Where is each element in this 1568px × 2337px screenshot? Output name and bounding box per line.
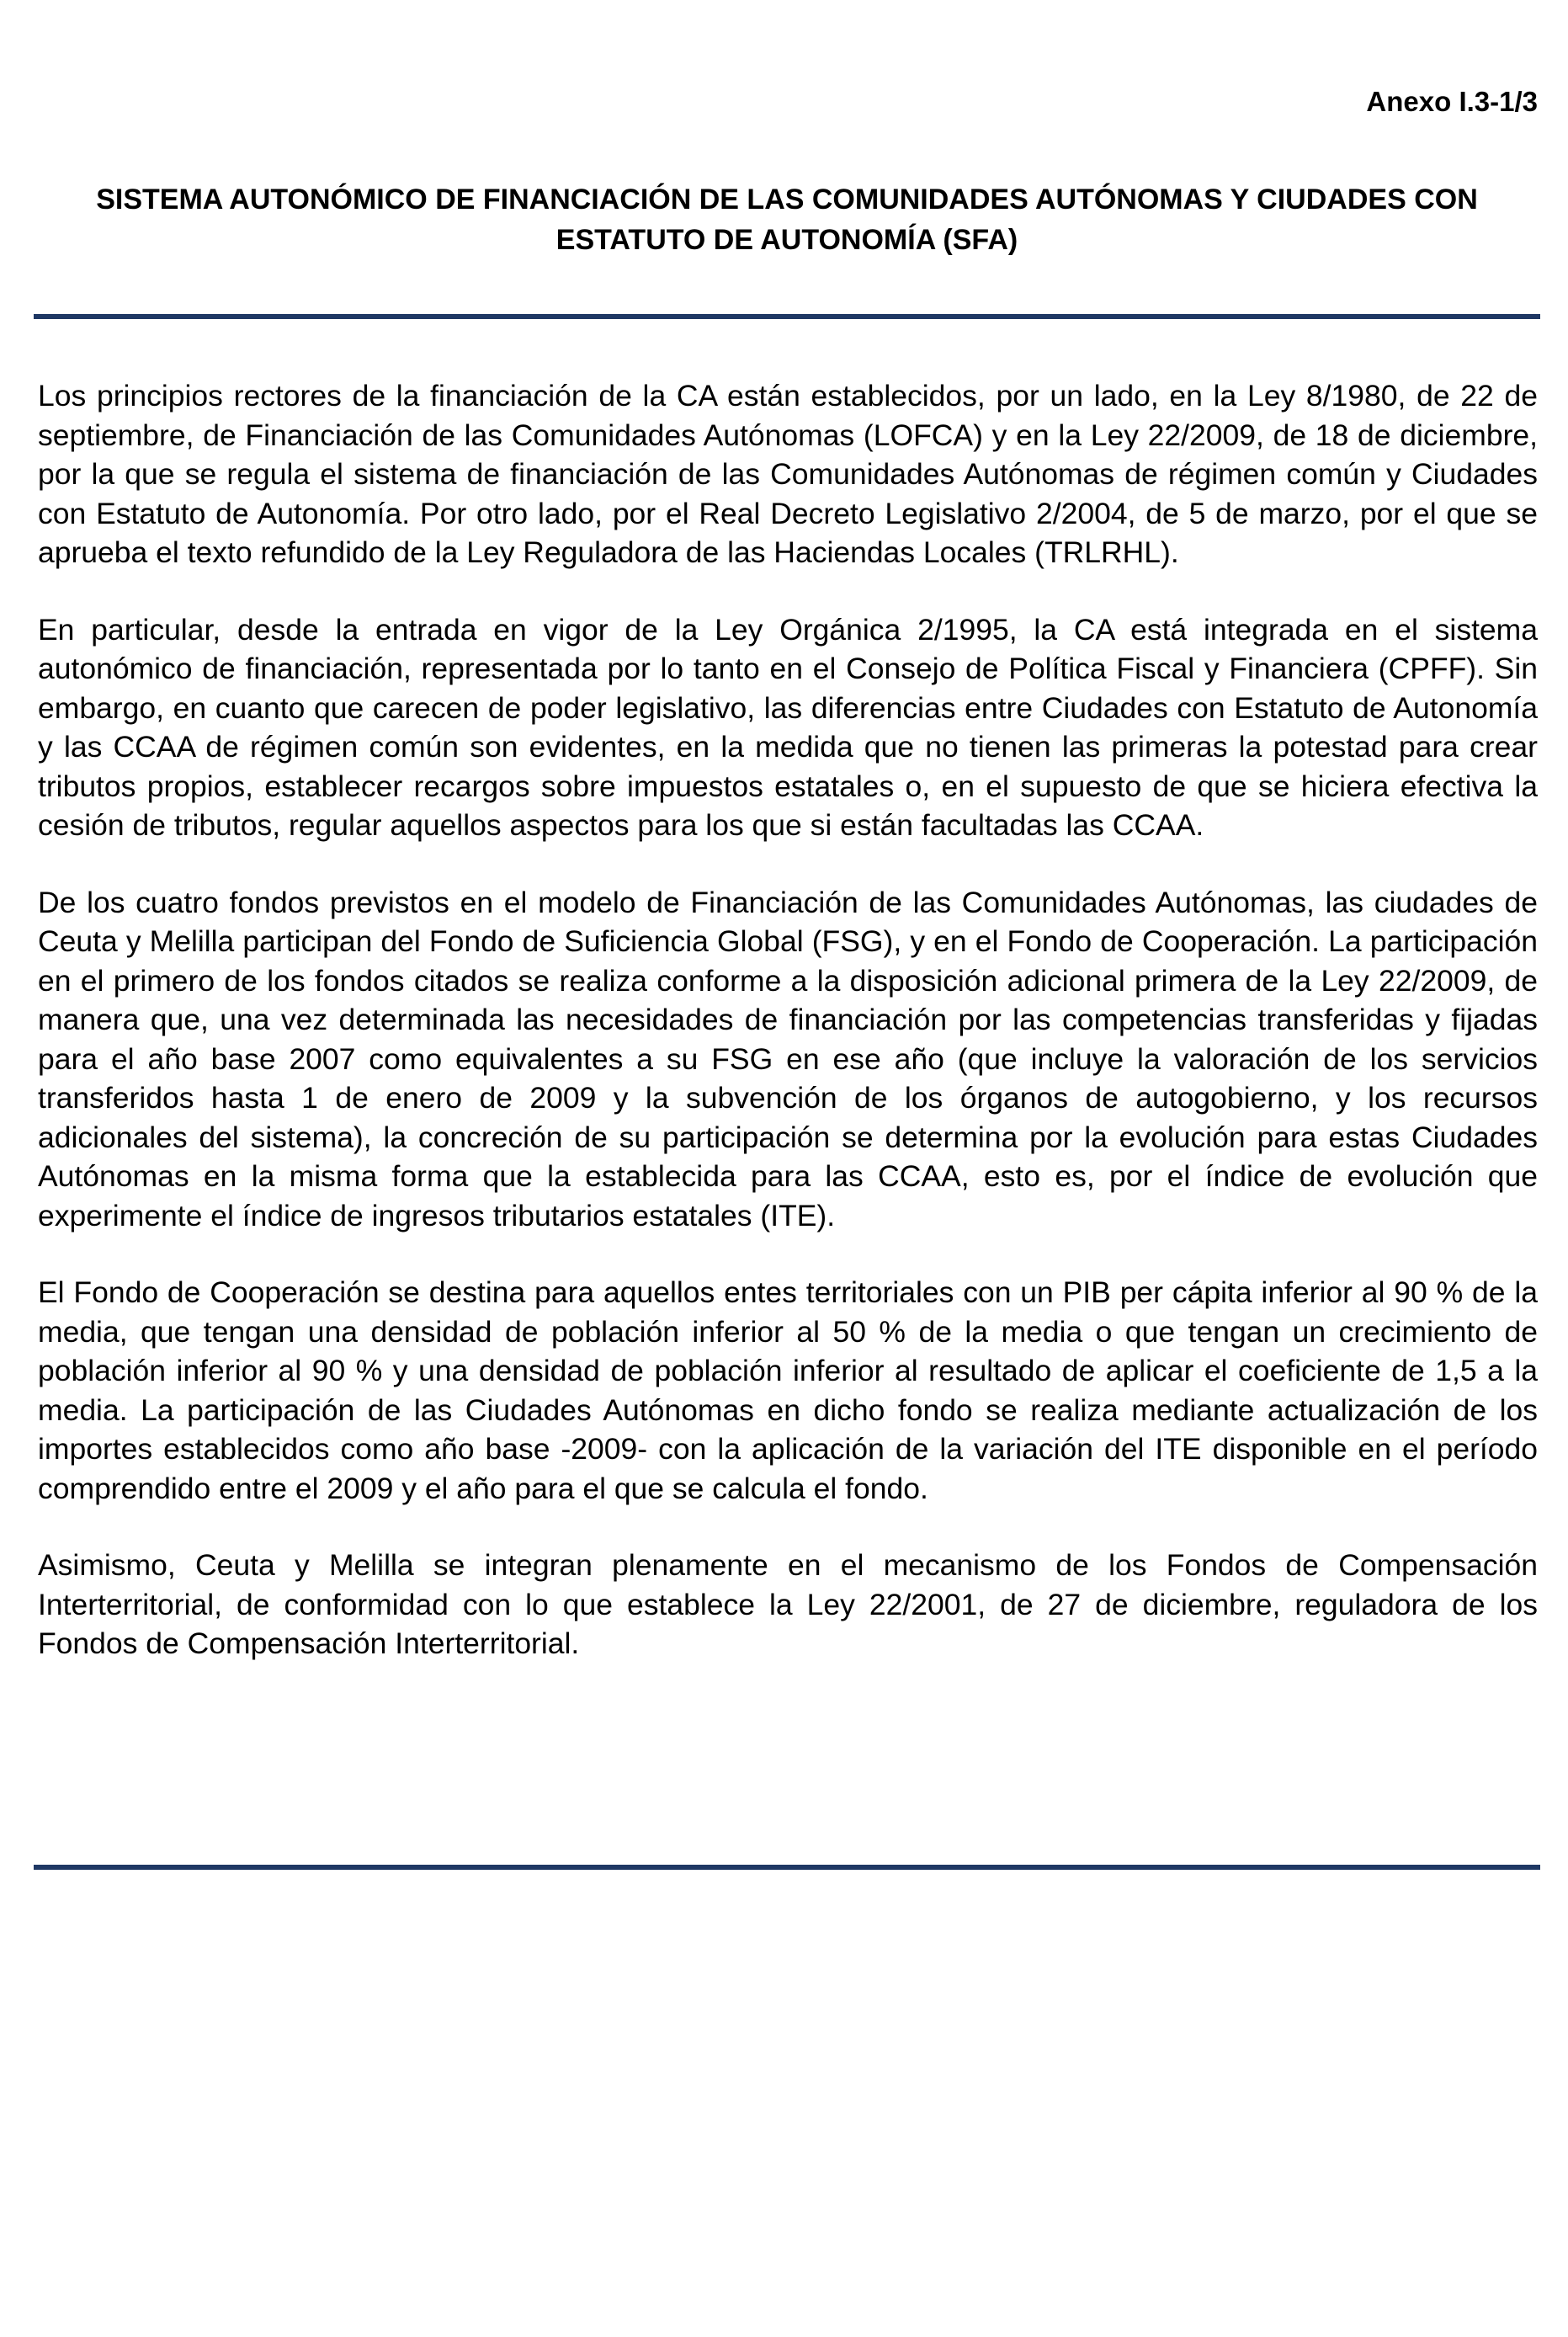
paragraph-legal-framework: Los principios rectores de la financiación de la CA están establecidos, por un lado, en la Ley 8/1980, de 22 de septiembre, de Financiación de las Comunidades Autónomas (LOFCA) y en la Ley 22/2009, de 18 de diciembre, por la que se regula el sistema de financiación de las Comunidades Autónomas de régimen común y Ciudades con Estatuto de Autonomía. Por otro lado, por el Real Decreto Legislativo 2/2004, de 5 de marzo, por el que se aprueba el texto refundido de la Ley Reguladora de las Haciendas Locales (TRLRHL). [38,379,1538,569]
document-title: SISTEMA AUTONÓMICO DE FINANCIACIÓN DE LAS COMUNIDADES AUTÓNOMAS Y CIUDADES CON ESTATUTO DE AUTONOMÍA (SFA) [96,184,1478,256]
document-body [38,376,1538,1701]
annex-label: Anexo I.3-1/3 [1366,86,1538,117]
bottom-divider [34,1865,1540,1870]
paragraph-cooperation-fund: El Fondo de Cooperación se destina para aquellos entes territoriales con un PIB per cápita inferior al 90 % de la media, que tengan una densidad de población inferior al 50 % de la media o que tengan un crecimiento de población inferior al 90 % y una densidad de población inferior al resultado de aplicar el coeficiente de 1,5 a la media. La participación de las Ciudades Autónomas en dicho fondo se realiza mediante actualización de los importes establecidos como año base -2009- con la aplicación de la variación del ITE disponible en el período comprendido entre el 2009 y el año para el que se calcula el fondo. [38,1275,1538,1505]
top-divider [34,314,1540,319]
paragraph-funds: De los cuatro fondos previstos en el modelo de Financiación de las Comunidades Autónomas, las ciudades de Ceuta y Melilla participan del Fondo de Suficiencia Global (FSG), y en el Fondo de Cooperación. La participación en el primero de los fondos citados se realiza conforme a la disposición adicional primera de la Ley 22/2009, de manera que, una vez determinada las necesidades de financiación por las competencias transferidas y fijadas para el año base 2007 como equivalentes a su FSG en ese año (que incluye la valoración de los servicios transferidos hasta 1 de enero de 2009 y la subvención de los órganos de autogobierno, y los recursos adicionales del sistema), la concreción de su participación se determina por la evolución para estas Ciudades Autónomas en la misma forma que la establecida para las CCAA, esto es, por el índice de evolución que experimente el índice de ingresos tributarios estatales (ITE). [38,885,1538,1232]
paragraph-compensation-funds: Asimismo, Ceuta y Melilla se integran plenamente en el mecanismo de los Fondos de Compensación Interterritorial, de conformidad con lo que establece la Ley 22/2001, de 27 de diciembre, reguladora de los Fondos de Compensación Interterritorial. [38,1548,1538,1660]
paragraph-integration: En particular, desde la entrada en vigor de la Ley Orgánica 2/1995, la CA está integrada en el sistema autonómico de financiación, representada por lo tanto en el Consejo de Política Fiscal y Financiera (CPFF). Sin embargo, en cuanto que carecen de poder legislativo, las diferencias entre Ciudades con Estatuto de Autonomía y las CCAA de régimen común son evidentes, en la medida que no tienen las primeras la potestad para crear tributos propios, establecer recargos sobre impuestos estatales o, en el supuesto de que se hiciera efectiva la cesión de tributos, regular aquellos aspectos para los que si están facultadas las CCAA. [38,612,1538,842]
